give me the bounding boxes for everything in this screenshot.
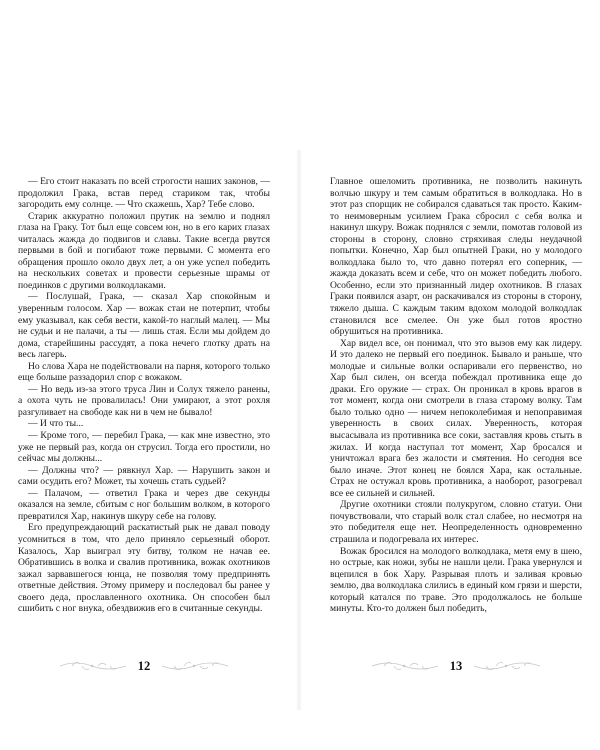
paragraph: Его предупреждающий раскатистый рык не давал поводу усомниться в том, что дело приняло серьезный оборот. Казалось, Хар выиграл эту битву, толком не начав ее. Обратившись в волка и свалив противника, вожак охотников зажал зарвавшегося юнца, не позволяя тому предпринять ответные действия. Этому примеру и последовал бы ранее у своего деда, прославленного охотника. Он способен был сшибить с ног внука, обездвижив его в считанные секунды.	[18, 522, 270, 615]
paragraph: — Но ведь из-за этого труса Лин и Солух тяжело ранены, а охота чуть не провалилась! Они умирают, а этот рохля разгуливает на свободе как ни в чем не бывало!	[18, 383, 270, 418]
floral-ornament-icon	[370, 658, 440, 674]
paragraph: — Его стоит наказать по всей строгости наших законов, — продолжил Грака, встав перед стариком так, чтобы загородить ему солнце. — Что скажешь, Хар? Тебе слово.	[18, 176, 270, 211]
paragraph: Другие охотники стояли полукругом, словно статуи. Они почувствовали, что старый волк стал слабее, но несмотря на это победителя еще нет. Неопределенность одновременно страшила и подогревала их интерес.	[330, 499, 582, 545]
left-page-footer	[18, 656, 270, 676]
paragraph: Вожак бросился на молодого волкодлака, метя ему в шею, но острые, как ножи, зубы не нашли цели. Грака увернулся и вцепился в бок Хару. Разрывая плоть и заливая кровью землю, два волкодлака слились в единый ком грязи и шерсти, который катался по траве. Это продолжалось не больше минуты. Кто-то должен был победить,	[330, 545, 582, 615]
paragraph: Старик аккуратно положил прутик на землю и поднял глаза на Граку. Тот был еще совсем юн, но в его карих глазах читалась жажда до подвигов и славы. Такие всегда рвутся первыми в бой и погибают тоже первыми. С момента его обращения прошло около двух лет, а он уже успел победить на нескольких советах и провести серьезные шрамы от поединков с другими волкодлаками.	[18, 210, 270, 291]
paragraph: — Кроме того, — перебил Грака, — как мне известно, это уже не первый раз, когда он струсил. Тогда его простили, но сейчас мы должны...	[18, 430, 270, 465]
right-page-footer	[330, 656, 582, 676]
paragraph: — Палачом, — ответил Грака и через две секунды оказался на земле, сбитым с ног большим волком, в которого превратился Хар, накинув шкуру себе на голову.	[18, 487, 270, 522]
left-page-text	[18, 176, 270, 615]
floral-ornament-icon	[160, 658, 230, 674]
floral-ornament-icon	[58, 658, 128, 674]
paragraph: Главное ошеломить противника, не позволить накинуть волчью шкуру и тем самым обратиться в волкодлака. Но в этот раз спорщик не собирался сдаваться так просто. Каким-то неимоверным усилием Грака сбросил с себя волка и накинул шкуру. Вожак поднялся с земли, помотав головой из стороны в сторону, словно стряхивая следы неудачной попытки. Конечно, Хар был опытней Граки, но у молодого волкодлака было то, что давно потерял его соперник, — жажда доказать всем и себе, что он может победить любого. Особенно, если это признанный лидер охотников. В глазах Граки появился азарт, он раскачивался из стороны в сторону, тяжело дыша. С каждым таким вдохом молодой волкодлак становился все смелее. Он уже был готов яростно обрушиться на противника.	[330, 176, 582, 338]
paragraph: Хар видел все, он понимал, что это вызов ему как лидеру. И это далеко не первый его поединок. Бывало и раньше, что молодые и сильные волки оспаривали его первенство, но Хар был силен, он всегда побеждал противника еще до драки. Его оружие — страх. Он проникал в кровь врагов в тот момент, когда они смотрели в глаза старому волку. Там было только одно — ничем непоколебимая и непоправимая уверенность в своих силах. Уверенность, которая высасывала из противника все соки, заставляя кровь стыть в жилах. И когда наступал тот момент, Хар бросался и уничтожал врага без жалости и смятения. Но сегодня все было иначе. Этот конец не боялся Хара, как остальные. Страх не остужал кровь противника, а наоборот, разогревал все ее сильней и сильней.	[330, 337, 582, 499]
page-number: 13	[449, 658, 463, 673]
paragraph: — Послушай, Грака, — сказал Хар спокойным и уверенным голосом. Хар — вожак стаи не потерпит, чтобы ему указывал, как себя вести, какой-то наглый малец. — Мы не судьи и не палачи, а ты — лишь стая. Если мы дойдем до дома, старейшины рассудят, а пока нечего глотку драть на весь лагерь.	[18, 291, 270, 361]
paragraph: — Должны что? — рявкнул Хар. — Нарушить закон и сами осудить его? Может, ты хочешь стать судьей?	[18, 464, 270, 488]
page-number: 12	[137, 658, 151, 673]
floral-ornament-icon	[472, 658, 542, 674]
paragraph: — И что ты...	[28, 418, 84, 430]
right-page-text	[330, 176, 582, 615]
paragraph: Но слова Хара не подействовали на парня, которого только еще больше раззадорил спор с вожаком.	[18, 360, 270, 384]
page-gutter	[296, 150, 302, 710]
